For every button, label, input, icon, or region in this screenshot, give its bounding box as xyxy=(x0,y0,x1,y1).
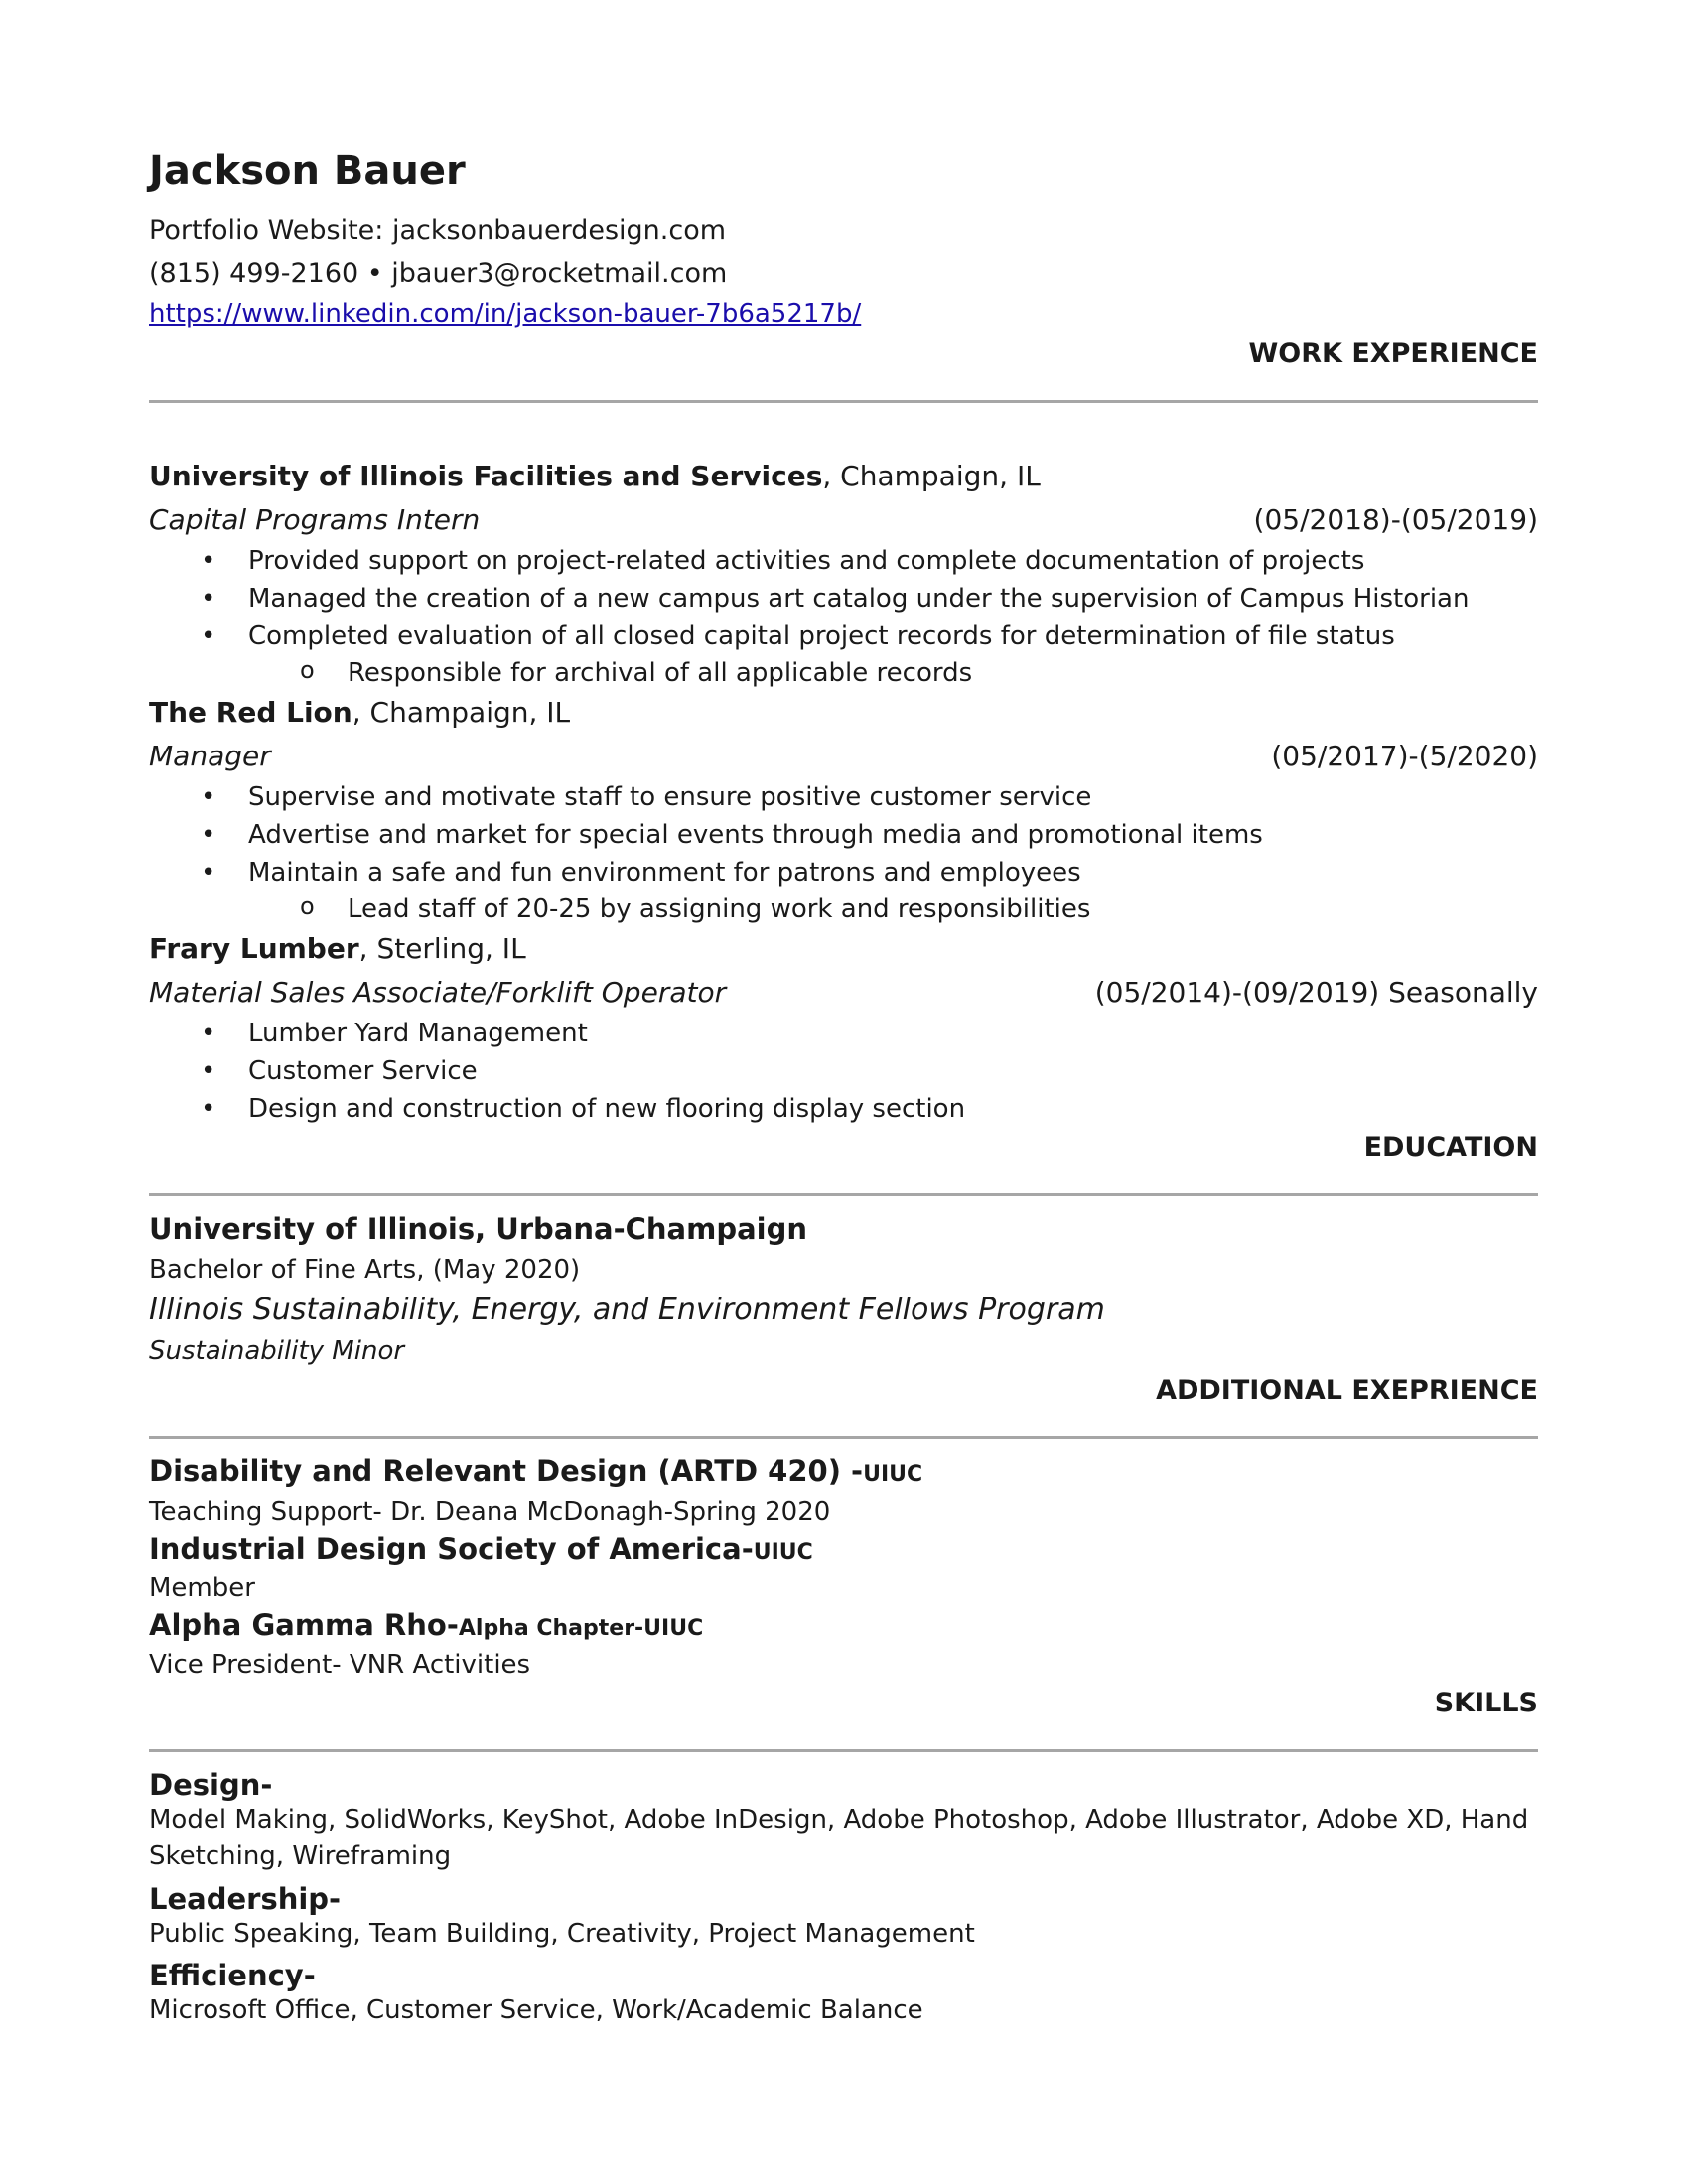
minor: Sustainability Minor xyxy=(149,1336,405,1366)
additional-item-detail: Member xyxy=(149,1573,255,1603)
additional-item-name: Disability and Relevant Design (ARTD 420) - xyxy=(149,1454,864,1488)
section-title-education: EDUCATION xyxy=(1363,1132,1538,1162)
job-org xyxy=(149,696,571,729)
skill-group-list: Microsoft Office, Customer Service, Work/Academic Balance xyxy=(149,1995,923,2025)
job-role: Material Sales Associate/Forklift Operator xyxy=(149,976,727,1009)
job-bullet: • Advertise and market for special events through media and promotional items xyxy=(248,822,1263,848)
job-org-name: The Red Lion xyxy=(149,696,352,729)
portfolio-line: Portfolio Website: jacksonbauerdesign.com xyxy=(149,215,727,246)
job-bullet: • Provided support on project-related activities and complete documentation of projects xyxy=(248,548,1364,574)
section-title-work: WORK EXPERIENCE xyxy=(1248,339,1538,369)
section-divider xyxy=(149,400,1538,403)
job-bullet: • Customer Service xyxy=(248,1058,478,1084)
additional-item-affiliation: Alpha Chapter-UIUC xyxy=(458,1616,704,1641)
additional-item-affiliation: UIUC xyxy=(863,1462,923,1487)
additional-item-title xyxy=(149,1608,704,1642)
school-name: University of Illinois, Urbana-Champaign xyxy=(149,1212,808,1246)
skill-group-heading: Design- xyxy=(149,1768,273,1802)
job-dates: (05/2018)-(05/2019) xyxy=(1253,503,1538,536)
job-org xyxy=(149,460,1041,492)
job-subbullet: o Responsible for archival of all applicable records xyxy=(348,660,972,686)
job-bullet: • Managed the creation of a new campus art catalog under the supervision of Campus Historian xyxy=(248,586,1469,612)
job-role: Capital Programs Intern xyxy=(149,503,481,536)
job-org-name: University of Illinois Facilities and Services xyxy=(149,460,823,492)
job-dates: (05/2017)-(5/2020) xyxy=(1271,740,1538,772)
job-location: , Champaign, IL xyxy=(352,696,571,729)
skill-group-heading: Efficiency- xyxy=(149,1959,316,1992)
degree: Bachelor of Fine Arts, (May 2020) xyxy=(149,1255,581,1285)
job-org xyxy=(149,932,526,965)
contact-line: (815) 499-2160 • jbauer3@rocketmail.com xyxy=(149,258,728,289)
skill-group-heading: Leadership- xyxy=(149,1882,342,1916)
job-org-name: Frary Lumber xyxy=(149,932,359,965)
additional-item-detail: Teaching Support- Dr. Deana McDonagh-Spring 2020 xyxy=(149,1497,831,1527)
job-subbullet: o Lead staff of 20-25 by assigning work and responsibilities xyxy=(348,896,1090,922)
additional-item-title xyxy=(149,1454,923,1488)
section-title-additional: ADDITIONAL EXEPRIENCE xyxy=(1156,1375,1538,1406)
job-role: Manager xyxy=(149,740,271,772)
section-divider xyxy=(149,1749,1538,1752)
job-bullet: • Supervise and motivate staff to ensure positive customer service xyxy=(248,784,1091,810)
job-bullet: • Maintain a safe and fun environment for patrons and employees xyxy=(248,860,1081,886)
job-location: , Sterling, IL xyxy=(358,932,526,965)
additional-item-name: Alpha Gamma Rho- xyxy=(149,1608,459,1642)
job-bullet: • Design and construction of new flooring display section xyxy=(248,1096,965,1122)
skill-group-list: Model Making, SolidWorks, KeyShot, Adobe InDesign, Adobe Photoshop, Adobe Illustrator, Adobe XD, Hand Sketching, Wireframing xyxy=(149,1805,1529,1871)
additional-item-detail: Vice President- VNR Activities xyxy=(149,1650,531,1680)
section-divider xyxy=(149,1193,1538,1196)
additional-item-name: Industrial Design Society of America- xyxy=(149,1532,754,1566)
job-bullet: • Completed evaluation of all closed capital project records for determination of file status xyxy=(248,623,1395,649)
section-title-skills: SKILLS xyxy=(1434,1688,1538,1718)
job-location: , Champaign, IL xyxy=(822,460,1041,492)
fellows-program: Illinois Sustainability, Energy, and Environment Fellows Program xyxy=(149,1293,1105,1327)
additional-item-title xyxy=(149,1532,813,1566)
section-divider xyxy=(149,1436,1538,1439)
candidate-name: Jackson Bauer xyxy=(149,148,466,194)
additional-item-affiliation: UIUC xyxy=(753,1540,813,1565)
job-bullet: • Lumber Yard Management xyxy=(248,1021,588,1046)
skill-group-list: Public Speaking, Team Building, Creativity, Project Management xyxy=(149,1919,975,1949)
linkedin-link[interactable]: https://www.linkedin.com/in/jackson-bauer-7b6a5217b/ xyxy=(149,299,862,329)
job-dates: (05/2014)-(09/2019) Seasonally xyxy=(1094,976,1538,1009)
